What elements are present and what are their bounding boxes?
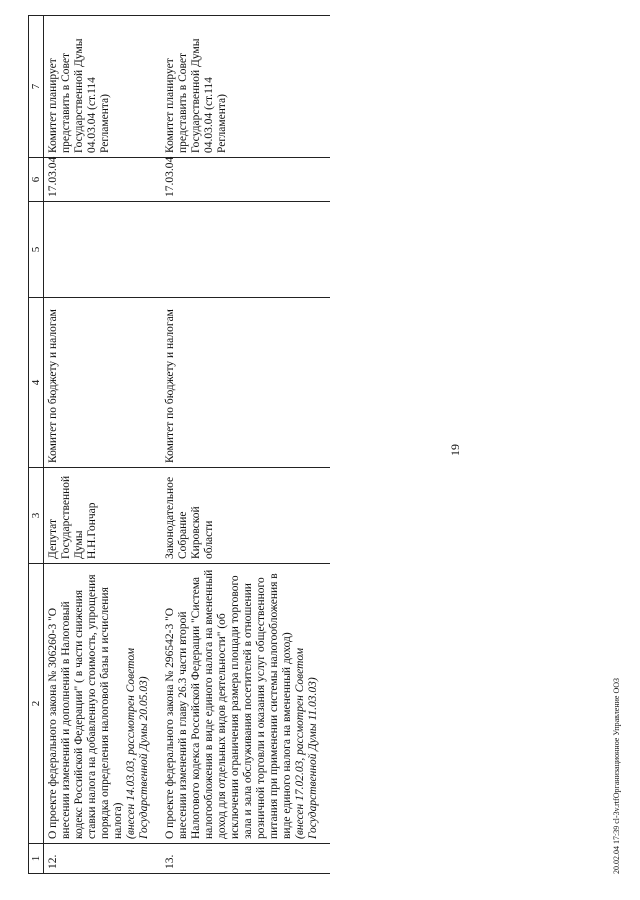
- bill-note: (внесен 14.03.03, рассмотрен Советом Государственной Думы 20.05.03): [125, 647, 150, 839]
- committee-cell: Комитет по бюджету и налогам: [161, 298, 330, 468]
- empty-cell: [161, 202, 330, 298]
- page-number: 19: [448, 444, 462, 456]
- action-cell: Комитет планирует представить в Совет Государственной Думы 04.03.04 (ст.114 Регламента): [44, 16, 162, 158]
- row-number: 13.: [161, 844, 330, 874]
- date-cell: 17.03.04: [161, 158, 330, 202]
- column-header: 6: [29, 158, 44, 202]
- bill-title: О проекте федерального закона № 296542-3 "О внесении изменений в главу 26.3 части второй Налогового кодекса Российской Федерации "Система налогообложения в виде единого налога на вмененный доход для отдельных видов деятельности" (об исключении ограничения размера площади торгового зала и зала обслуживания посетителей в отношении розничной торговли и оказания услуг общественного питания при применении системы налогообложения в виде единого налога на вмененный доход): [164, 569, 293, 839]
- column-header: 1: [29, 844, 44, 874]
- initiator-cell: Законодательное Собрание Кировской области: [161, 468, 330, 564]
- table-row: [44, 16, 162, 874]
- bill-note: (внесен 17.02.03, рассмотрен Советом Государственной Думы 11.03.03): [294, 647, 319, 839]
- row-number: 12.: [44, 844, 162, 874]
- column-header: 2: [29, 564, 44, 844]
- column-header: 5: [29, 202, 44, 298]
- bill-title: О проекте федерального закона № 306260-3 "О внесении изменений и дополнений в Налоговый кодекс Российской Федерации" ( в части снижения ставки налога на добавленную стоимость, упрощения порядка определения налоговой базы и исчисления налога): [47, 574, 124, 839]
- bills-table: [28, 15, 330, 874]
- action-cell: Комитет планирует представить в Совет Государственной Думы 04.03.04 (ст.114 Регламента): [161, 16, 330, 158]
- date-cell: 17.03.04: [44, 158, 162, 202]
- column-header: 4: [29, 298, 44, 468]
- empty-cell: [44, 202, 162, 298]
- column-header: 3: [29, 468, 44, 564]
- bill-description-cell: [44, 564, 162, 844]
- initiator-cell: Депутат Государственной Думы Н.Н.Гончар: [44, 468, 162, 564]
- bill-description-cell: [161, 564, 330, 844]
- table-row: [161, 16, 330, 874]
- column-header: 7: [29, 16, 44, 158]
- committee-cell: Комитет по бюджету и налогам: [44, 298, 162, 468]
- column-number-row: [29, 16, 44, 874]
- document-footer: 20.02.04 17:39 cl-3v.rtfОрганизационное Управление ООЗ: [612, 677, 621, 874]
